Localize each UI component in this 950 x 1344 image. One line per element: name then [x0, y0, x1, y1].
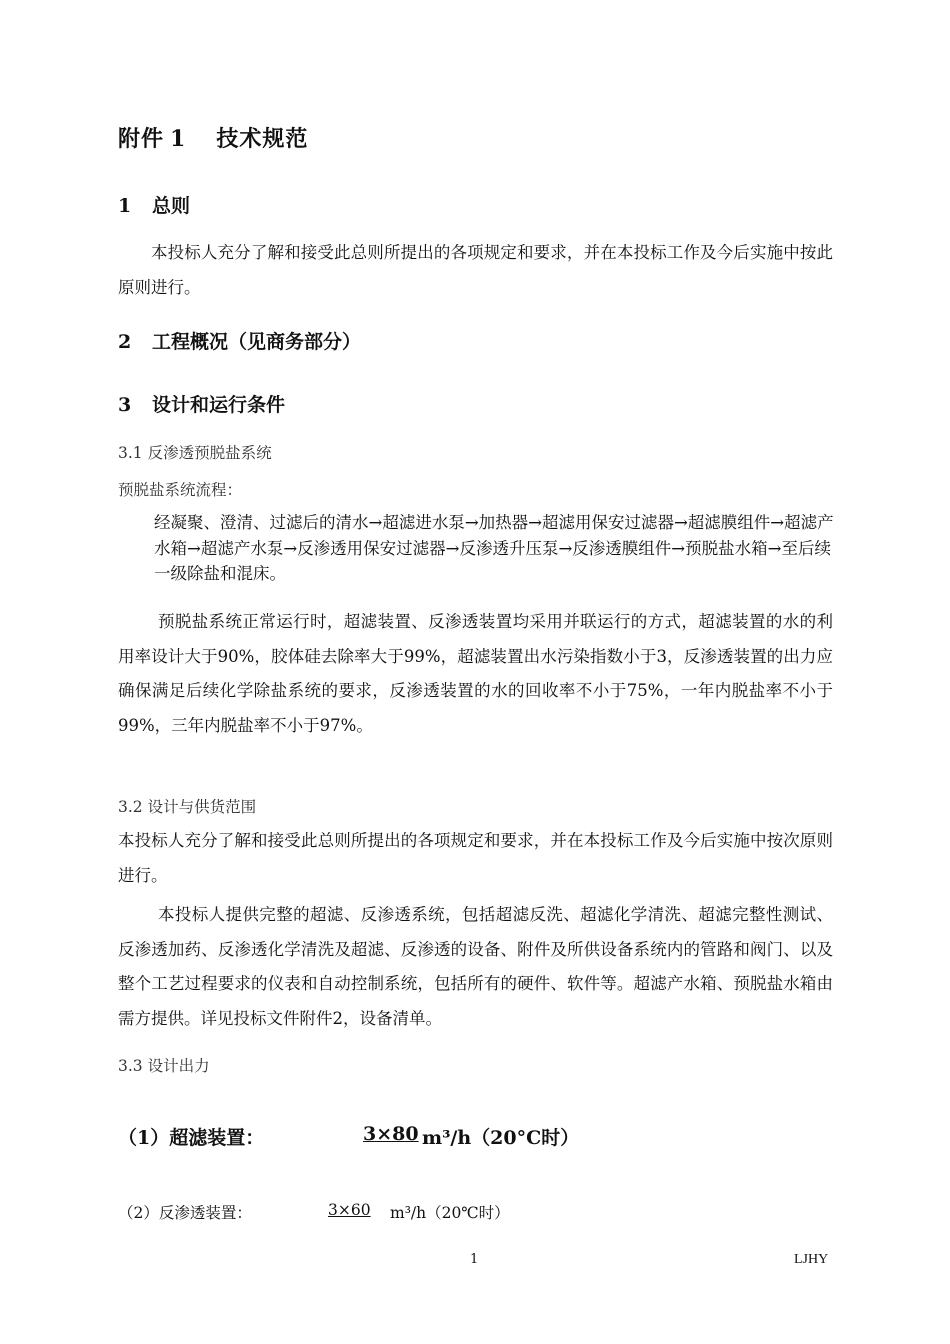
section-heading-2: 2 工程概况（见商务部分）	[118, 331, 362, 353]
general-paragraph: 本投标人充分了解和接受此总则所提出的各项规定和要求，并在本投标工作及今后实施中按此原则进行。	[118, 243, 833, 297]
title-number: 1	[170, 126, 187, 152]
scope-paragraph-1: 本投标人充分了解和接受此总则所提出的各项规定和要求，并在本投标工作及今后实施中按次原则进行。	[118, 831, 833, 885]
page-title	[118, 122, 308, 153]
system-paragraph: 预脱盐系统正常运行时，超滤装置、反渗透装置均采用并联运行的方式，超滤装置的水的利用率设计大于90%，胶体硅去除率大于99%，超滤装置出水污染指数小于3，反渗透装置的出力应确保满足后续化学除盐系统的要求，反渗透装置的水的回收率不小于75%，一年内脱盐率不小于99%，三年内脱盐率不小于97%。	[118, 612, 833, 735]
title-prefix: 附件	[118, 126, 165, 152]
capacity-value: 3×80	[363, 1123, 419, 1145]
capacity-unit: m³/h（20℃时）	[390, 1204, 510, 1222]
page-number: 1	[470, 1252, 479, 1267]
subsection-heading-3-3: 3.3 设计出力	[118, 1057, 210, 1075]
capacity-label: （2）反渗透装置：	[118, 1204, 252, 1222]
title-text: 技术规范	[216, 126, 309, 152]
capacity-item-uf	[118, 1123, 580, 1150]
capacity-label: （1）超滤装置：	[118, 1127, 265, 1149]
section-heading-1: 1 总则	[118, 195, 191, 217]
footer-code: LJHY	[794, 1252, 829, 1267]
flow-text: 经凝聚、澄清、过滤后的清水→超滤进水泵→加热器→超滤用保安过滤器→超滤膜组件→超滤产水箱→超滤产水泵→反渗透用保安过滤器→反渗透升压泵→反渗透膜组件→预脱盐水箱→至后续一级除盐和混床。	[154, 513, 834, 583]
capacity-item-ro	[118, 1201, 510, 1223]
capacity-unit: m³/h（20°C时）	[422, 1127, 580, 1149]
subsection-heading-3-1: 3.1 反渗透预脱盐系统	[118, 444, 272, 462]
section-heading-3: 3 设计和运行条件	[118, 394, 286, 416]
scope-paragraph-2: 本投标人提供完整的超滤、反渗透系统，包括超滤反洗、超滤化学清洗、超滤完整性测试、反渗透加药、反渗透化学清洗及超滤、反渗透的设备、附件及所供设备系统内的管路和阀门、以及整个工艺过程要求的仪表和自动控制系统，包括所有的硬件、软件等。超滤产水箱、预脱盐水箱由需方提供。详见投标文件附件2，设备清单。	[118, 905, 833, 1028]
capacity-value: 3×60	[328, 1201, 371, 1219]
flow-label: 预脱盐系统流程：	[118, 481, 243, 499]
subsection-heading-3-2: 3.2 设计与供货范围	[118, 798, 257, 816]
